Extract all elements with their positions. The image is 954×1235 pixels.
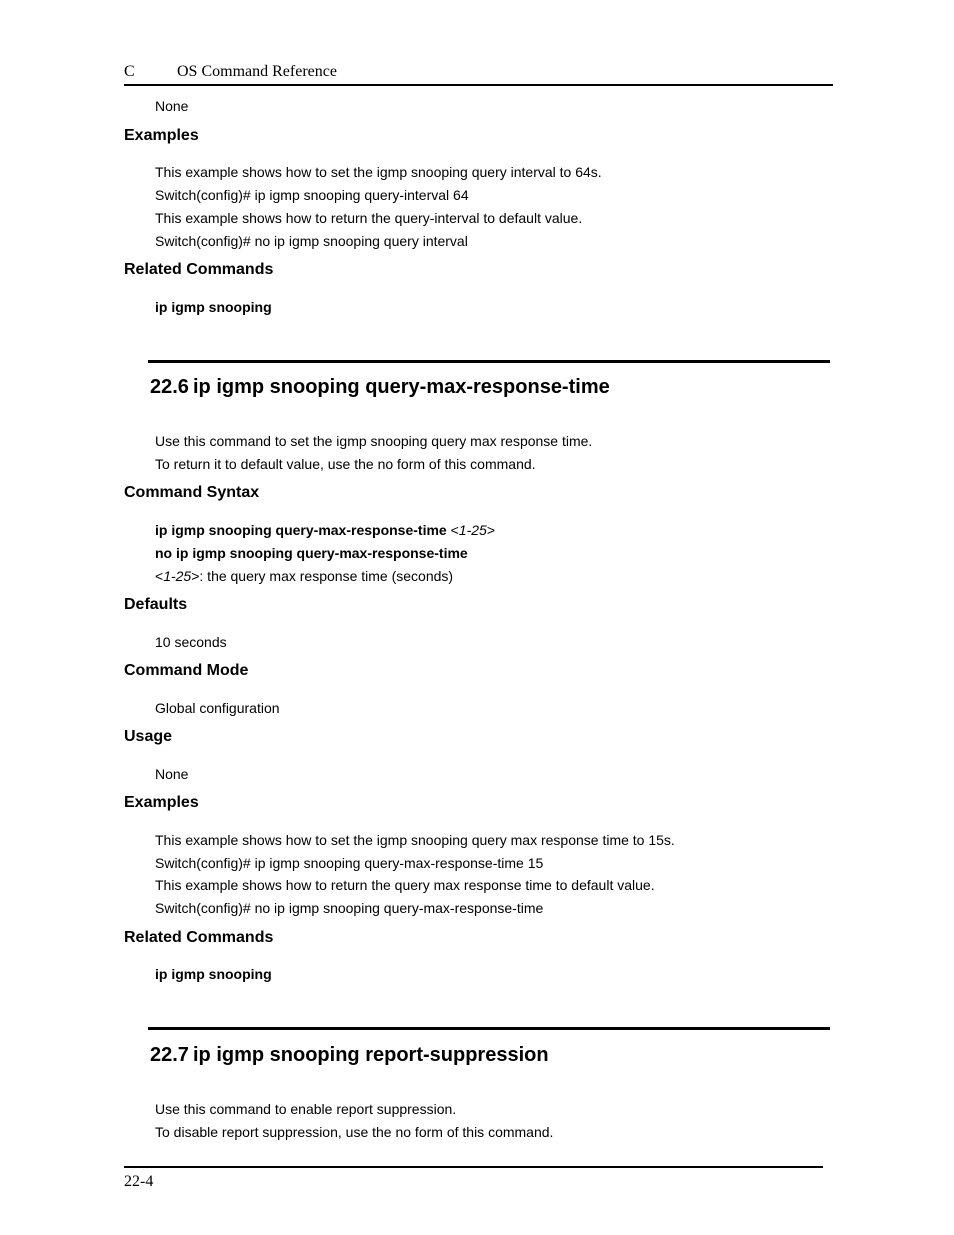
syntax-no-command: no ip igmp snooping query-max-response-time [155, 545, 468, 561]
description-line: Use this command to set the igmp snooping query max response time. [155, 433, 593, 449]
example-line: Switch(config)# no ip igmp snooping query interval [155, 233, 468, 249]
usage-value: None [155, 98, 189, 114]
header-rule [124, 84, 833, 86]
example-line: This example shows how to return the query-interval to default value. [155, 210, 583, 226]
section-number: 22.6 [150, 376, 189, 398]
defaults-value: 10 seconds [155, 634, 227, 650]
command-mode-heading: Command Mode [124, 662, 249, 679]
example-line: This example shows how to set the igmp snooping query interval to 64s. [155, 164, 602, 180]
command-mode-value: Global configuration [155, 700, 280, 716]
usage-value: None [155, 766, 189, 782]
header-title: OS Command Reference [177, 63, 337, 80]
example-line: Switch(config)# ip igmp snooping query-interval 64 [155, 187, 469, 203]
examples-heading: Examples [124, 794, 199, 811]
syntax-param-open: < [450, 522, 459, 538]
related-command: ip igmp snooping [155, 299, 272, 315]
section-title-text: ip igmp snooping query-max-response-time [193, 376, 610, 398]
section-rule [148, 360, 830, 363]
header-chapter-letter: C [124, 63, 135, 80]
section-title-22-6 [150, 376, 610, 399]
example-line: Switch(config)# ip igmp snooping query-max-response-time 15 [155, 855, 544, 871]
command-syntax-heading: Command Syntax [124, 484, 260, 501]
examples-heading: Examples [124, 127, 199, 144]
description-line: To return it to default value, use the no form of this command. [155, 456, 536, 472]
footer-rule [124, 1166, 823, 1168]
section-rule [148, 1027, 830, 1030]
example-line: This example shows how to set the igmp snooping query max response time to 15s. [155, 832, 675, 848]
param-name: 1-25 [163, 568, 192, 584]
related-commands-heading: Related Commands [124, 929, 274, 946]
description-line: To disable report suppression, use the no form of this command. [155, 1124, 554, 1140]
section-title-22-7 [150, 1044, 549, 1067]
syntax-command [155, 522, 495, 538]
param-open: < [155, 568, 164, 584]
parameter-description [155, 568, 453, 584]
example-line: This example shows how to return the query max response time to default value. [155, 877, 655, 893]
section-title-text: ip igmp snooping report-suppression [193, 1044, 549, 1066]
syntax-command-text: ip igmp snooping query-max-response-time [155, 522, 447, 538]
syntax-param-close: > [486, 522, 495, 538]
param-desc: >: the query max response time (seconds) [191, 568, 454, 584]
description-line: Use this command to enable report suppression. [155, 1101, 457, 1117]
usage-heading: Usage [124, 728, 173, 745]
syntax-param: 1-25 [458, 522, 487, 538]
page-number: 22-4 [124, 1173, 154, 1190]
defaults-heading: Defaults [124, 596, 188, 613]
related-command: ip igmp snooping [155, 966, 272, 982]
section-number: 22.7 [150, 1044, 189, 1066]
example-line: Switch(config)# no ip igmp snooping query-max-response-time [155, 900, 544, 916]
related-commands-heading: Related Commands [124, 261, 274, 278]
